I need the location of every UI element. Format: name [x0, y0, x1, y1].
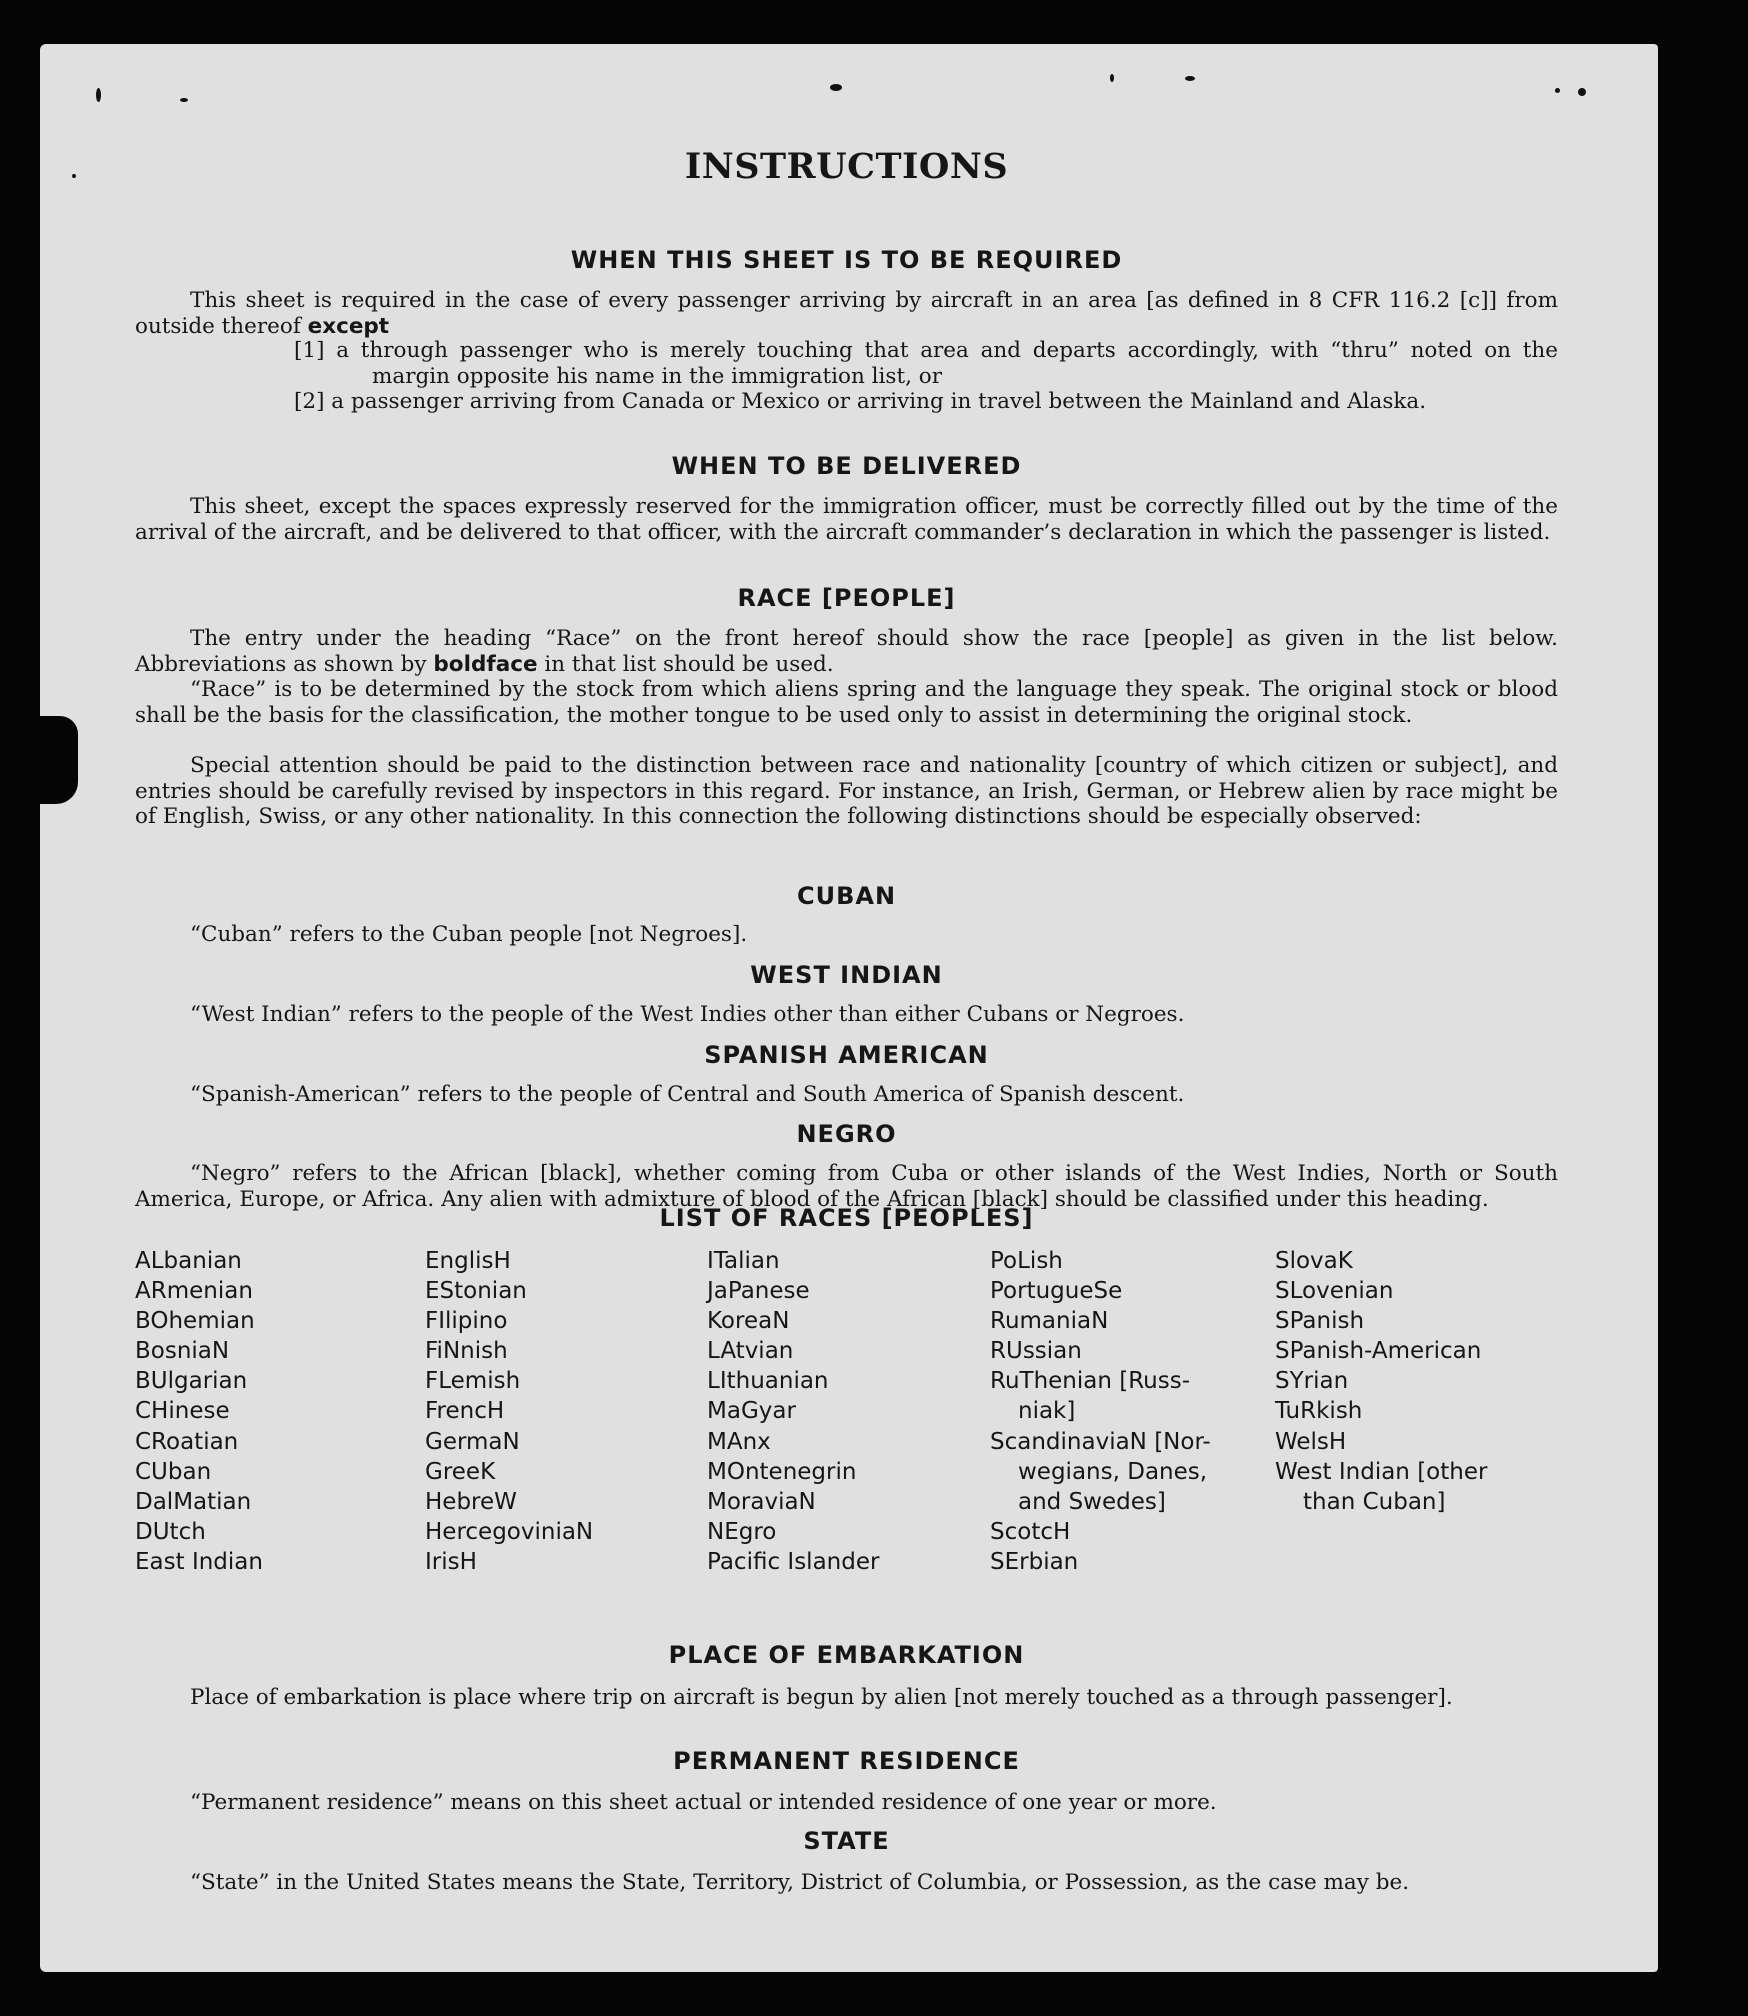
scan-speck [830, 84, 842, 91]
heading-race: RACE [PEOPLE] [737, 584, 956, 612]
race-item: RumaniaN [990, 1308, 1109, 1335]
heading-spanish-american: SPANISH AMERICAN [704, 1041, 989, 1069]
heading-residence: PERMANENT RESIDENCE [673, 1747, 1020, 1775]
races-list [135, 1246, 1585, 1586]
race-item: EnglisH [425, 1248, 511, 1274]
heading-state: STATE [803, 1827, 890, 1855]
scan-speck [72, 174, 76, 178]
race-item: NEgro [707, 1518, 777, 1545]
race-item: RuThenian [Russ- [990, 1368, 1191, 1395]
west-indian-text [135, 1002, 1558, 1028]
heading-west-indian: WEST INDIAN [750, 961, 943, 989]
state-body: “State” in the United States means the State, Territory, District of Columbia, or Possession, as the case may be. [190, 1870, 1410, 1895]
race-item: EStonian [425, 1278, 527, 1305]
race-item: West Indian [other [1275, 1458, 1488, 1485]
cuban-body: “Cuban” refers to the Cuban people [not Negroes]. [190, 922, 748, 947]
race-item: TuRkish [1275, 1398, 1363, 1425]
race-item: ALbanian [135, 1248, 242, 1274]
required-intro-keyword: except [307, 313, 390, 339]
heading-negro: NEGRO [796, 1120, 897, 1148]
race-item: PortugueSe [990, 1278, 1123, 1305]
race-item: LAtvian [707, 1338, 794, 1365]
scan-speck [1578, 88, 1586, 96]
scan-speck [1110, 74, 1114, 82]
heading-required: WHEN THIS SHEET IS TO BE REQUIRED [570, 246, 1123, 274]
race-item: BosniaN [135, 1338, 230, 1365]
required-intro-text: This sheet is required in the case of every passenger arriving by aircraft in an area [as defined in 8 CFR 116.2 [c]] from outside thereof [135, 288, 1558, 339]
race-item: HercegoviniaN [425, 1518, 594, 1545]
race-item: FrencH [425, 1398, 505, 1425]
race-item: SLovenian [1275, 1278, 1394, 1305]
race-item: IrisH [425, 1548, 477, 1575]
race-item: FLemish [425, 1368, 521, 1395]
race-item: FIlipino [425, 1308, 508, 1335]
race-item-continuation: and Swedes] [1018, 1488, 1166, 1515]
race-item: MAnx [707, 1428, 771, 1455]
page-title: INSTRUCTIONS [684, 146, 1009, 187]
race-item-continuation: wegians, Danes, [1018, 1458, 1208, 1485]
race-item: GermaN [425, 1428, 520, 1455]
heading-embarkation: PLACE OF EMBARKATION [668, 1641, 1025, 1669]
race-item: JaPanese [707, 1278, 810, 1305]
race-paragraph-3 [135, 753, 1558, 830]
race-p2-text: “Race” is to be determined by the stock from which aliens spring and the language they speak. The original stock or blood shall be the basis for the classification, the mother tongue to be used only to assist in determining the original stock. [135, 677, 1558, 728]
race-item: MOntenegrin [707, 1458, 857, 1485]
race-item: DUtch [135, 1518, 206, 1545]
race-item: FiNnish [425, 1338, 508, 1365]
races-column-1 [135, 1246, 263, 1577]
races-column-3 [707, 1246, 879, 1577]
races-column-2 [425, 1246, 593, 1577]
race-item-continuation: than Cuban] [1303, 1488, 1446, 1515]
race-item: East Indian [135, 1548, 263, 1575]
races-column-5 [1275, 1246, 1487, 1517]
cuban-text [135, 922, 1558, 948]
residence-text [135, 1790, 1558, 1816]
scan-speck [180, 98, 188, 102]
race-item: HebreW [425, 1488, 517, 1515]
embarkation-body: Place of embarkation is place where trip on aircraft is begun by alien [not merely touched as a through passenger]. [190, 1685, 1453, 1710]
west-indian-body: “West Indian” refers to the people of the West Indies other than either Cubans or Negroes. [190, 1002, 1185, 1027]
negro-body: “Negro” refers to the African [black], whether coming from Cuba or other islands of the West Indies, North or South America, Europe, or Africa. Any alien with admixture of blood of the African [black] should be classified under this heading. [135, 1161, 1558, 1212]
scan-speck [1555, 88, 1560, 93]
race-item: SPanish-American [1275, 1338, 1482, 1365]
race-p3-text: Special attention should be paid to the distinction between race and nationality [country of which citizen or subject], and entries should be carefully revised by inspectors in this regard. For instance, an Irish, German, or Hebrew alien by race might be of English, Swiss, or any other nationality. In this connection the following distinctions should be especially observed: [135, 753, 1558, 829]
race-paragraph-1 [135, 626, 1558, 677]
race-p1-text-a: The entry under the heading “Race” on the front hereof should show the race [people] as given in the list below. Abbreviations as shown by [135, 626, 1558, 677]
spanish-american-text [135, 1082, 1558, 1108]
heading-list-of-races: LIST OF RACES [PEOPLES] [659, 1204, 1034, 1232]
race-item: CHinese [135, 1398, 230, 1425]
race-paragraph-2 [135, 677, 1558, 728]
race-item: SPanish [1275, 1308, 1365, 1335]
residence-body: “Permanent residence” means on this sheet actual or intended residence of one year or more. [190, 1790, 1217, 1815]
race-item: PoLish [990, 1248, 1063, 1274]
race-p1-keyword: boldface [433, 651, 538, 677]
document-page [40, 44, 1658, 1972]
races-column-4 [990, 1246, 1211, 1577]
state-text [135, 1870, 1558, 1896]
race-p1-text-b: in that list should be used. [544, 651, 834, 677]
race-item: DalMatian [135, 1488, 252, 1515]
delivered-text [135, 494, 1558, 545]
page-tear [36, 716, 78, 804]
heading-cuban: CUBAN [796, 882, 897, 910]
required-item-2: [2] a passenger arriving from Canada or Mexico or arriving in travel between the Mainland and Alaska. [294, 389, 1427, 414]
race-item: CUban [135, 1458, 212, 1485]
race-item: ScandinaviaN [Nor- [990, 1428, 1211, 1455]
race-item: LIthuanian [707, 1368, 829, 1395]
race-item: ScotcH [990, 1518, 1071, 1545]
spanish-american-body: “Spanish-American” refers to the people of Central and South America of Spanish descent. [190, 1082, 1185, 1107]
race-item: RUssian [990, 1338, 1082, 1365]
scan-speck [96, 88, 101, 102]
required-item-1: [1] a through passenger who is merely touching that area and departs accordingly, with “thru” noted on the margin opposite his name in the immigration list, or [294, 338, 1558, 389]
race-item: Pacific Islander [707, 1548, 880, 1575]
race-item: ARmenian [135, 1278, 253, 1305]
race-item: SlovaK [1275, 1248, 1353, 1274]
race-item: SErbian [990, 1548, 1079, 1575]
scan-speck [1185, 76, 1195, 81]
race-item: MoraviaN [707, 1488, 816, 1515]
heading-delivered: WHEN TO BE DELIVERED [671, 452, 1022, 480]
race-item-continuation: niak] [1018, 1398, 1076, 1425]
race-item: MaGyar [707, 1398, 796, 1425]
race-item: GreeK [425, 1458, 496, 1485]
race-item: SYrian [1275, 1368, 1349, 1395]
race-item: BUlgarian [135, 1368, 248, 1395]
race-item: BOhemian [135, 1308, 255, 1335]
race-item: WelsH [1275, 1428, 1347, 1455]
race-item: KoreaN [707, 1308, 790, 1335]
required-intro [135, 288, 1558, 339]
race-item: ITalian [707, 1248, 780, 1274]
race-item: CRoatian [135, 1428, 239, 1455]
delivered-body: This sheet, except the spaces expressly reserved for the immigration officer, must be correctly filled out by the time of the arrival of the aircraft, and be delivered to that officer, with the aircraft commander’s declaration in which the passenger is listed. [135, 494, 1558, 545]
embarkation-text [135, 1685, 1558, 1711]
